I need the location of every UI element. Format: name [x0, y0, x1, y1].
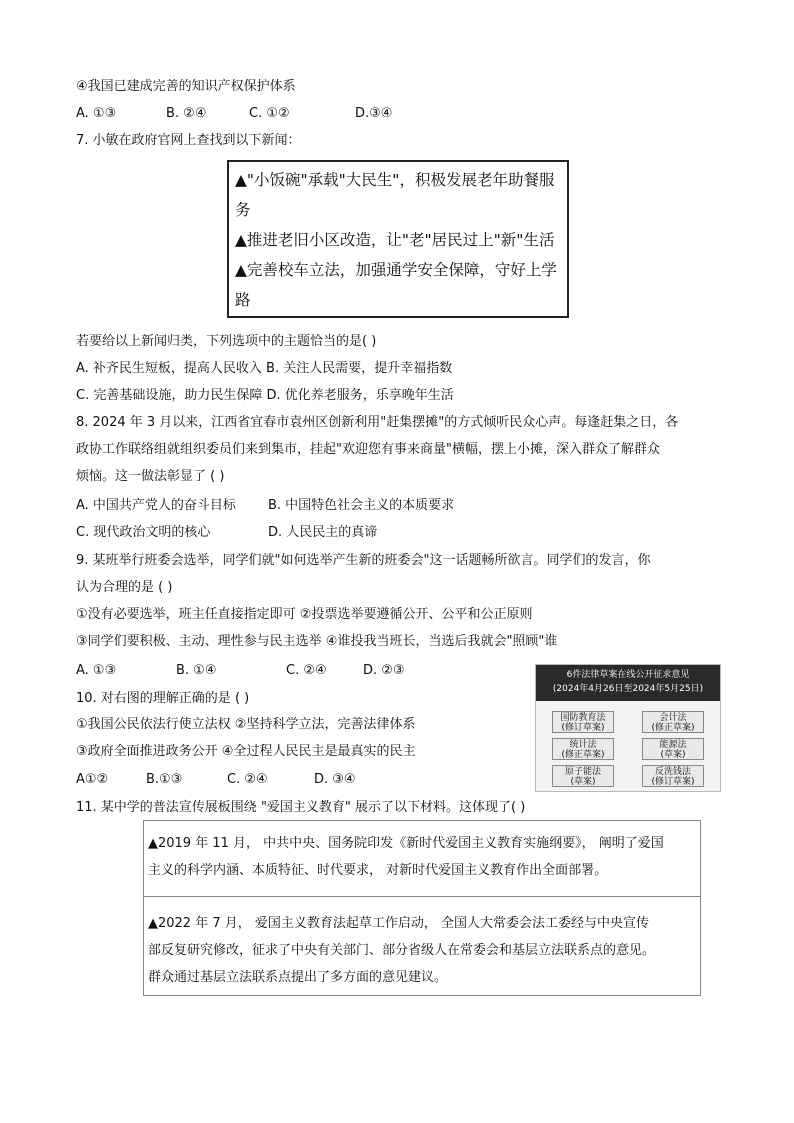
q6-option-d: D.③④ [355, 106, 393, 121]
q6-option-c: C. ①② [249, 106, 290, 121]
cell-name: 统计法 [569, 740, 597, 750]
table-divider [144, 896, 700, 897]
q7-news-line: ▲推进老旧小区改造，让"老"居民过上"新"生活 [235, 231, 555, 249]
q11-row1-line: 主义的科学内涵、本质特征、时代要求， 对新时代爱国主义教育作出全面部署。 [148, 863, 608, 878]
q10-figure-title: 6件法律草案在线公开征求意见 [566, 670, 690, 680]
q7-news-line: 务 [235, 201, 251, 219]
q7-options-cd: C. 完善基础设施，助力民生保障 D. 优化养老服务，乐享晚年生活 [76, 388, 454, 403]
q8-option-b: B. 中国特色社会主义的本质要求 [268, 498, 455, 513]
q11-row1-line: ▲2019 年 11 月， 中共中央、国务院印发《新时代爱国主义教育实施纲要》， 阐明了爱国 [148, 836, 664, 851]
q11-stem: 11. 某中学的普法宣传展板围绕 "爱国主义教育" 展示了以下材料。这体现了( ) [76, 800, 526, 815]
cell-type: (修正草案) [651, 723, 695, 733]
q10-figure-cell [642, 765, 704, 787]
q7-options-ab: A. 补齐民生短板，提高人民收入 B. 关注人民需要，提升幸福指数 [76, 361, 453, 376]
q6-option-a: A. ①③ [76, 106, 117, 121]
q9-option-a: A. ①③ [76, 663, 117, 678]
q8-stem-line: 政协工作联络组就组织委员们来到集市，挂起"欢迎您有事来商量"横幅，摆上小摊，深入群众了解群众 [76, 442, 660, 457]
q11-row2-line: ▲2022 年 7 月， 爱国主义教育法起草工作启动， 全国人大常委会法工委经与中央宣传 [148, 916, 650, 931]
q10-figure-cell [642, 738, 704, 760]
q11-material-table [143, 820, 701, 996]
q9-option-b: B. ①④ [176, 663, 217, 678]
cell-name: 能源法 [659, 740, 687, 750]
q7-stem: 7. 小敏在政府官网上查找到以下新闻： [76, 133, 301, 148]
q9-stem-line: 9. 某班举行班委会选举，同学们就"如何选举产生新的班委会"这一话题畅所欲言。同学们的发言，你 [76, 553, 651, 568]
q10-option-a: A①② [76, 772, 109, 787]
q9-statements-12: ①没有必要选举，班主任直接指定即可 ②投票选举要遵循公开、公平和公正原则 [76, 607, 533, 622]
q10-figure-cell [642, 711, 704, 733]
q10-option-b: B.①③ [146, 772, 183, 787]
q7-news-line: ▲完善校车立法，加强通学安全保障，守好上学 [235, 261, 557, 279]
q9-option-d: D. ②③ [363, 663, 405, 678]
q10-option-d: D. ③④ [314, 772, 356, 787]
q9-option-c: C. ②④ [286, 663, 327, 678]
cell-type: (修订草案) [561, 723, 605, 733]
q7-question: 若要给以上新闻归类，下列选项中的主题恰当的是( ) [76, 334, 377, 349]
q8-option-d: D. 人民民主的真谛 [268, 525, 378, 540]
q8-stem-line: 8. 2024 年 3 月以来，江西省宜春市袁州区创新利用"赶集摆摊"的方式倾听民众心声。每逢赶集之日，各 [76, 415, 679, 430]
q11-row2-line: 部反复研究修改，征求了中央有关部门、部分省级人在常委会和基层立法联系点的意见。 [148, 943, 656, 958]
q6-option-b: B. ②④ [166, 106, 207, 121]
q8-stem-line: 烦恼。这一做法彰显了 ( ) [76, 469, 225, 484]
q10-stem: 10. 对右图的理解正确的是 ( ) [76, 691, 250, 706]
cell-type: (修正草案) [561, 750, 605, 760]
q10-statements-34: ③政府全面推进政务公开 ④全过程人民民主是最真实的民主 [76, 744, 416, 759]
q9-statements-34: ③同学们要积极、主动、理性参与民主选举 ④谁投我当班长，当选后我就会"照顾"谁 [76, 634, 558, 649]
q10-figure-subtitle: (2024年4月26日至2024年5月25日) [552, 684, 704, 694]
cell-type: (修订草案) [651, 777, 695, 787]
q6-statement-4: ④我国已建成完善的知识产权保护体系 [76, 79, 296, 94]
q7-news-line: ▲"小饭碗"承载"大民生"，积极发展老年助餐服 [235, 171, 555, 189]
q10-figure-cell [552, 765, 614, 787]
q10-statements-12: ①我国公民依法行使立法权 ②坚持科学立法，完善法律体系 [76, 717, 416, 732]
q10-figure-cell [552, 738, 614, 760]
q7-news-box [227, 160, 569, 318]
q8-option-a: A. 中国共产党人的奋斗目标 [76, 498, 236, 513]
cell-name: 会计法 [659, 713, 687, 723]
cell-name: 反洗钱法 [654, 767, 691, 777]
q7-news-line: 路 [235, 291, 251, 309]
cell-name: 原子能法 [564, 767, 601, 777]
q10-figure-cell [552, 711, 614, 733]
q10-figure-header [536, 665, 720, 701]
cell-type: (草案) [570, 777, 596, 787]
cell-type: (草案) [660, 750, 686, 760]
cell-name: 国防教育法 [560, 713, 606, 723]
q10-figure [535, 664, 721, 792]
q8-option-c: C. 现代政治文明的核心 [76, 525, 211, 540]
q10-option-c: C. ②④ [227, 772, 268, 787]
q9-stem-line: 认为合理的是 ( ) [76, 580, 173, 595]
q11-row2-line: 群众通过基层立法联系点提出了多方面的意见建议。 [148, 970, 448, 985]
